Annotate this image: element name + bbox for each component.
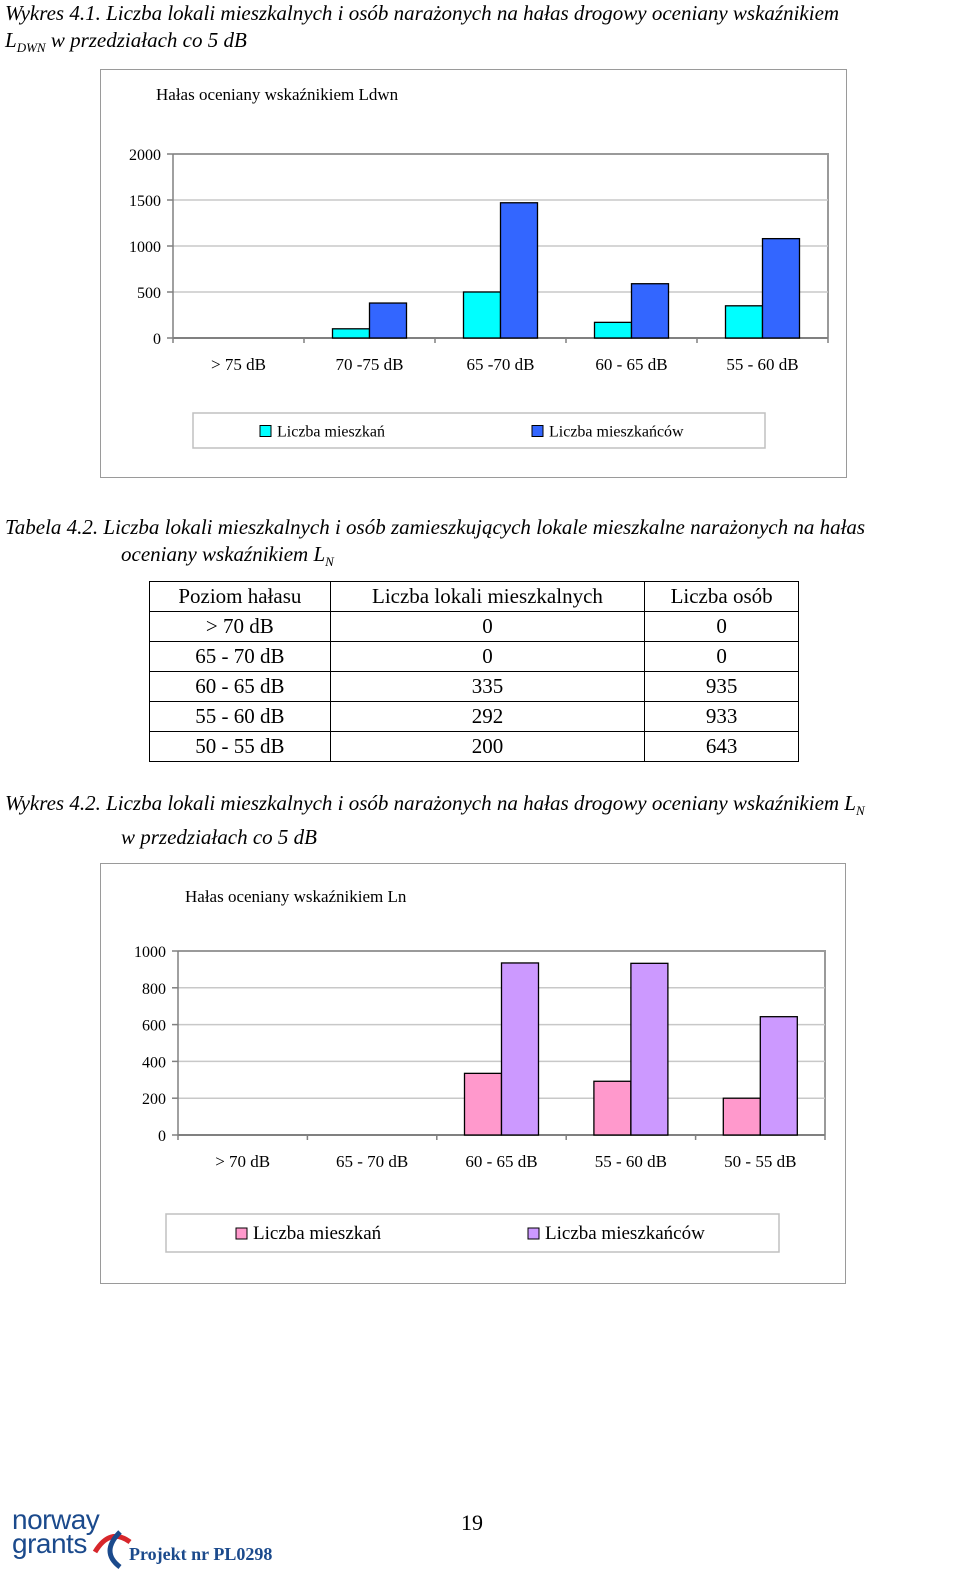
norway-grants-logo [12,1504,302,1588]
caption-subscript: DWN [16,40,46,56]
table-cell: 643 [645,732,799,762]
caption-text: oceniany wskaźnikiem L [121,542,326,566]
x-tick-label: 65 -70 dB [466,355,535,374]
x-tick-label: 50 - 55 dB [724,1152,797,1171]
table-cell: 65 - 70 dB [150,642,331,672]
table-cell: 50 - 55 dB [150,732,331,762]
bar [333,329,370,338]
legend-label: Liczba mieszkań [277,423,385,441]
table-cell: 935 [645,672,799,702]
y-tick-label: 800 [142,980,166,998]
chart2-caption-line1 [5,790,955,824]
caption-subscript: N [325,554,334,570]
chart-title: Hałas oceniany wskaźnikiem Ln [185,887,407,906]
x-tick-label: > 70 dB [215,1152,271,1171]
table-cell: > 70 dB [150,612,331,642]
bar [595,322,632,338]
y-tick-label: 0 [158,1128,166,1145]
bar [760,1017,797,1135]
logo-line2: grants [12,1528,87,1559]
table-cell: 335 [330,672,645,702]
bar [502,963,539,1135]
caption-text: w przedziałach co 5 dB [45,28,247,52]
table-row [150,732,799,762]
bar [723,1098,760,1135]
table-header-cell: Liczba lokali mieszkalnych [330,582,645,612]
y-tick-label: 200 [142,1091,166,1109]
table-cell: 60 - 65 dB [150,672,331,702]
table-cell: 200 [330,732,645,762]
x-tick-label: 60 - 65 dB [595,355,668,374]
caption-text: Wykres 4.2. Liczba lokali mieszkalnych i osób narażonych na hałas drogowy oceniany wskaźnikiem L [5,791,856,815]
y-tick-label: 0 [153,331,161,348]
chart2-frame [100,863,846,1284]
page-number: 19 [461,1510,483,1535]
legend-label: Liczba mieszkańców [549,423,684,441]
chart-title: Hałas oceniany wskaźnikiem Ldwn [156,85,399,104]
bar [370,303,407,338]
project-number: Projekt nr PL0298 [129,1544,273,1564]
table-cell: 933 [645,702,799,732]
chart1-caption-line2 [5,27,955,61]
table-row [150,612,799,642]
y-tick-label: 2000 [129,147,161,164]
table-cell: 0 [645,642,799,672]
y-tick-label: 1000 [129,239,161,256]
legend-swatch [236,1228,247,1239]
legend-label: Liczba mieszkań [253,1223,382,1244]
table-cell: 0 [330,612,645,642]
x-tick-label: > 75 dB [211,355,266,374]
table-caption-line1: Tabela 4.2. Liczba lokali mieszkalnych i osób zamieszkujących lokale mieszkalne narażonych na hałas [5,515,866,539]
chart2-svg [101,864,845,1283]
bar [763,239,800,338]
bar [726,306,763,338]
bar [501,203,538,338]
bar [594,1081,631,1135]
table-header-cell: Poziom hałasu [150,582,331,612]
table-cell: 55 - 60 dB [150,702,331,732]
chart1-svg [101,70,846,477]
legend-label: Liczba mieszkańców [545,1223,705,1244]
table-cell: 292 [330,702,645,732]
table-header-cell: Liczba osób [645,582,799,612]
caption-symbol: L [5,28,17,52]
bar [465,1073,502,1135]
x-tick-label: 60 - 65 dB [465,1152,538,1171]
y-tick-label: 400 [142,1054,166,1072]
chart2-caption-line2: w przedziałach co 5 dB [121,825,317,850]
x-tick-label: 65 - 70 dB [335,1152,409,1171]
table-caption-line2 [5,541,955,575]
chart1-caption-line1: Wykres 4.1. Liczba lokali mieszkalnych i osób narażonych na hałas drogowy oceniany wskaźnikiem [5,1,840,25]
table-row [150,642,799,672]
x-tick-label: 70 -75 dB [335,355,404,374]
y-tick-label: 600 [142,1017,166,1035]
logo-line1: norway [12,1504,100,1535]
table-cell: 0 [645,612,799,642]
caption-subscript: N [855,803,865,819]
legend-swatch [260,426,271,437]
y-tick-label: 1000 [134,944,166,961]
chart1-caption [5,0,955,61]
table-cell: 0 [330,642,645,672]
noise-table [149,581,799,762]
chart1-frame [100,69,847,478]
bar [632,284,669,338]
table-caption [5,514,955,575]
bar [464,292,501,338]
table-row [150,702,799,732]
y-tick-label: 500 [137,285,161,302]
legend-swatch [532,426,543,437]
x-tick-label: 55 - 60 dB [726,355,799,374]
legend-swatch [528,1228,539,1239]
table-row [150,672,799,702]
x-tick-label: 55 - 60 dB [594,1152,668,1171]
bar [631,963,668,1135]
table-header-row [150,582,799,612]
y-tick-label: 1500 [129,193,161,210]
chart2-caption [5,790,955,851]
